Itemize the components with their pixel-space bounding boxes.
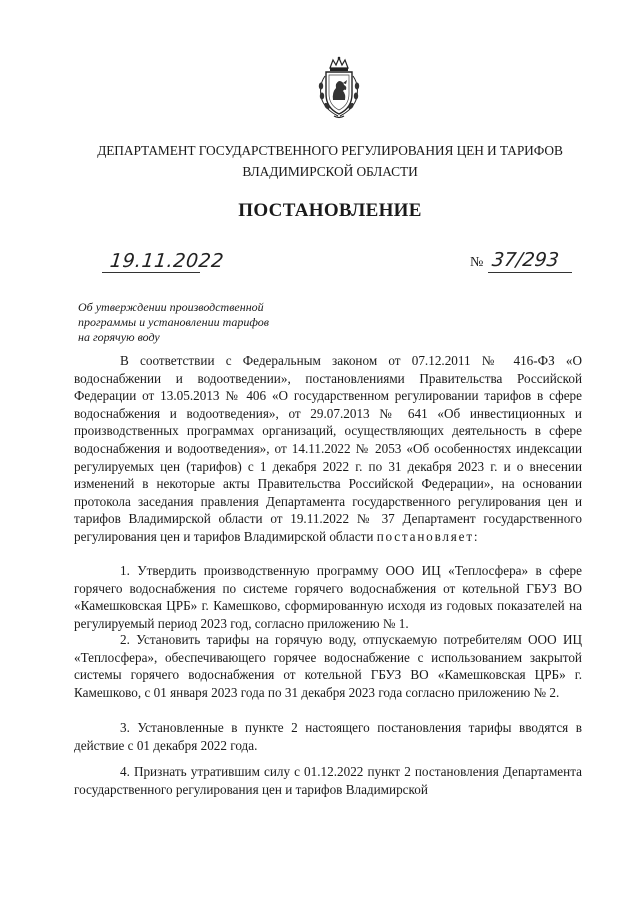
subject-line: на горячую воду (78, 330, 160, 344)
clause-2-paragraph: 2. Установить тарифы на горячую воду, отпускаемую потребителям ООО ИЦ «Теплосфера», обеспечивающего горячее водоснабжение с использованием закрытой системы горячего водоснабжения от котельной ГБУЗ ВО «Камешковская ЦРБ» г. Камешково, с 01 января 2023 года по 31 декабря 2023 года согласно приложению № 2. (74, 632, 582, 700)
subject-line: Об утверждении производственной (78, 300, 264, 314)
clause-1-paragraph: 1. Утвердить производственную программу ООО ИЦ «Теплосфера» в сфере горячего водоснабжения по системе горячего водоснабжения от котельной ГБУЗ ВО «Камешковская ЦРБ» г. Камешково, сформированную исходя из годовых показателей на регулируемый период 2023 год, согласно приложению № 1. (74, 563, 582, 631)
preamble-paragraph (74, 352, 582, 546)
document-date: 19.11.2022 (108, 250, 225, 272)
decree-keyword: постановляет: (376, 528, 480, 544)
document-subject (78, 300, 308, 345)
document-type-title: ПОСТАНОВЛЕНИЕ (238, 200, 422, 221)
coat-of-arms-icon (316, 56, 362, 120)
document-number: 37/293 (490, 249, 560, 271)
date-underline (102, 272, 200, 273)
clause-4-paragraph: 4. Признать утратившим силу с 01.12.2022 пункт 2 постановления Департамента государственного регулирования цен и тарифов Владимирской (74, 764, 582, 797)
number-sign: № (470, 255, 484, 270)
department-name-line2: ВЛАДИМИРСКОЙ ОБЛАСТИ (242, 164, 418, 179)
clause-3-paragraph: 3. Установленные в пункте 2 настоящего постановления тарифы вводятся в действие с 01 декабря 2022 года. (74, 720, 582, 753)
department-name-line1: ДЕПАРТАМЕНТ ГОСУДАРСТВЕННОГО РЕГУЛИРОВАНИЯ ЦЕН И ТАРИФОВ (97, 143, 563, 158)
number-underline (488, 272, 572, 273)
preamble-text: В соответствии с Федеральным законом от 07.12.2011 № 416-ФЗ «О водоснабжении и водоотведении», постановлениями Правительства Российской Федерации от 13.05.2013 № 406 «О государственном регулировании тарифов в сфере водоснабжения и водоотведения», от 29.07.2013 № 641 «Об инвестиционных и производственных программах организаций, осуществляющих деятельность в сфере водоснабжения и водоотведения», от 14.11.2022 № 2053 «Об особенностях индексации регулируемых цен (тарифов) с 1 декабря 2022 г. по 31 декабря 2023 г. и о внесении изменений в некоторые акты Правительства Российской Федерации», на основании протокола заседания правления Департамента государственного регулирования цен и тарифов Владимирской области от 19.11.2022 № 37 Департамент государственного регулирования цен и тарифов Владимирской области (74, 353, 582, 544)
subject-line: программы и установлении тарифов (78, 315, 269, 329)
